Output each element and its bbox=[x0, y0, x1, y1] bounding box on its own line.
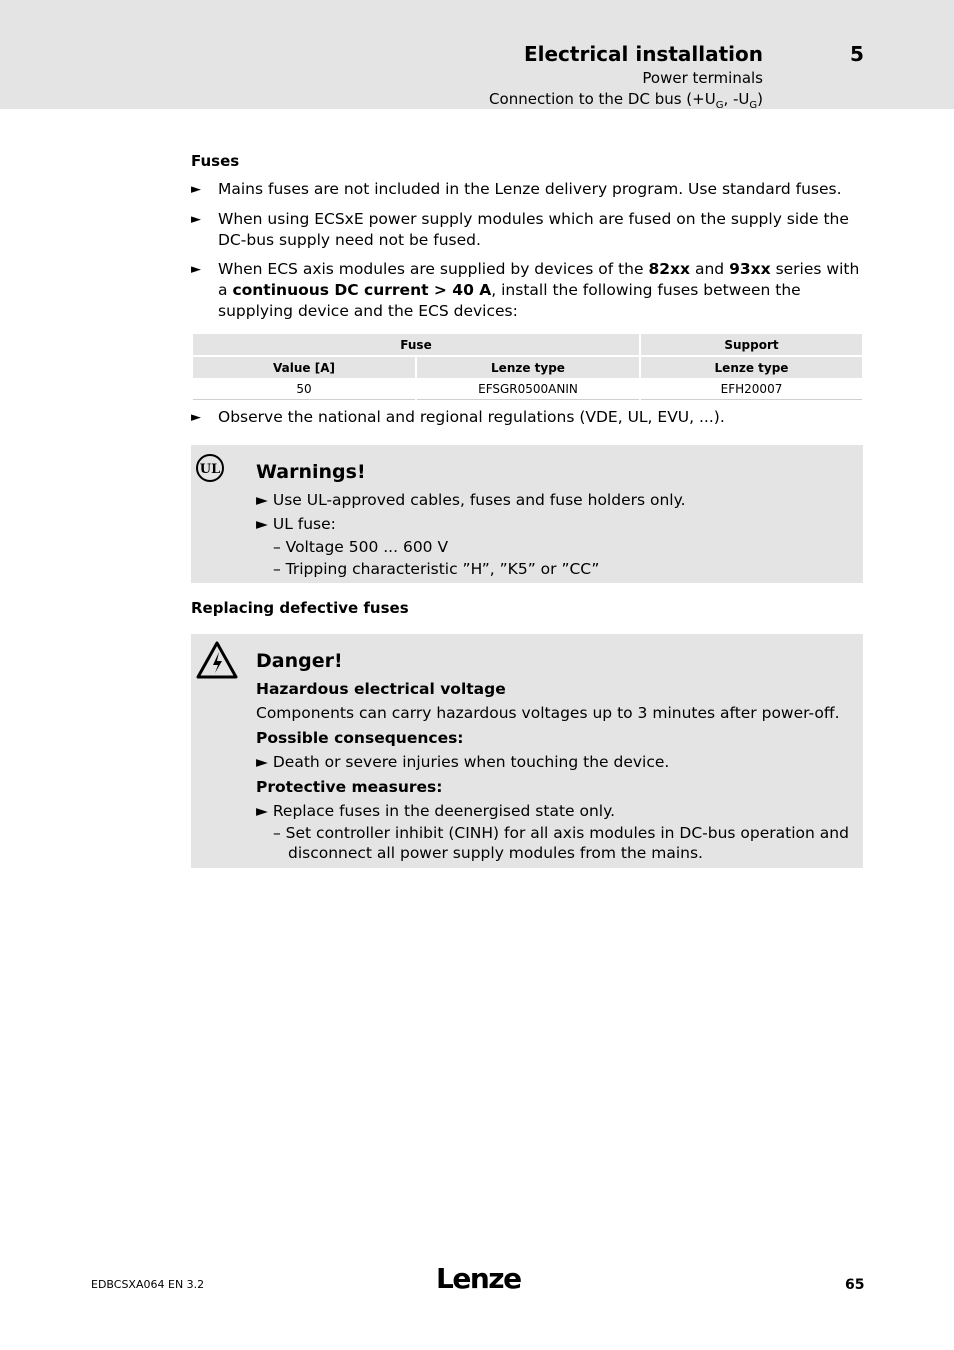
consequences-label: Possible consequences: bbox=[256, 729, 464, 747]
triangle-bullet-icon: ► bbox=[191, 212, 201, 227]
measure-item: ► Replace fuses in the deenergised state only. bbox=[256, 802, 615, 820]
high-voltage-warning-icon bbox=[195, 640, 239, 684]
table-column-header: Lenze type bbox=[641, 357, 862, 378]
triangle-bullet-icon: ► bbox=[191, 410, 201, 425]
page-header bbox=[0, 0, 954, 109]
triangle-bullet-icon: ► bbox=[191, 262, 201, 277]
fuse-table bbox=[191, 334, 864, 400]
section-subtitle: Power terminals bbox=[642, 69, 763, 87]
bullet-item: ► When ECS axis modules are supplied by devices of the 82xx and 93xx series with a continuous DC current > 40 A, install the following fuses between the supplying device and the ECS devices: bbox=[191, 260, 860, 320]
warning-line: – Tripping characteristic ”H”, ”K5” or ”CC” bbox=[273, 560, 600, 578]
danger-box bbox=[191, 634, 863, 868]
document-id: EDBCSXA064 EN 3.2 bbox=[91, 1278, 205, 1291]
bullet-item: ► Observe the national and regional regulations (VDE, UL, EVU, ...). bbox=[191, 408, 725, 426]
warning-box bbox=[191, 445, 863, 583]
ul-mark-icon bbox=[195, 453, 225, 487]
danger-title: Danger! bbox=[256, 650, 343, 672]
page-number: 65 bbox=[845, 1277, 865, 1293]
measure-item: – Set controller inhibit (CINH) for all axis modules in DC-bus operation and bbox=[273, 824, 849, 842]
subsection-subtitle: Connection to the DC bus ($+U_G$, $-U_G$) bbox=[489, 90, 763, 111]
table-column-header: Lenze type bbox=[417, 357, 639, 378]
bullet-item: ► Mains fuses are not included in the Lenze delivery program. Use standard fuses. bbox=[191, 180, 842, 198]
chapter-number: 5 bbox=[850, 42, 864, 66]
triangle-bullet-icon: ► bbox=[191, 182, 201, 197]
warning-line: ► Use UL-approved cables, fuses and fuse holders only. bbox=[256, 491, 686, 509]
lenze-logo: Lenze bbox=[436, 1262, 521, 1295]
svg-text:UL: UL bbox=[199, 462, 221, 477]
measures-label: Protective measures: bbox=[256, 778, 443, 796]
table-column-header: Value [A] bbox=[193, 357, 415, 378]
table-cell: EFH20007 bbox=[641, 378, 862, 400]
fuses-heading: Fuses bbox=[191, 152, 240, 170]
warning-line: ► UL fuse: bbox=[256, 515, 336, 533]
table-group-header: Support bbox=[641, 334, 862, 357]
warning-line: – Voltage 500 ... 600 V bbox=[273, 538, 449, 556]
measure-item-continued: disconnect all power supply modules from the mains. bbox=[288, 844, 703, 862]
warning-title: Warnings! bbox=[256, 461, 366, 483]
table-cell: EFSGR0500ANIN bbox=[417, 378, 639, 400]
replacing-heading: Replacing defective fuses bbox=[191, 599, 409, 617]
bullet-item: ► When using ECSxE power supply modules which are fused on the supply side the DC-bus supply need not be fused. bbox=[191, 210, 849, 249]
danger-subtitle: Hazardous electrical voltage bbox=[256, 680, 506, 698]
table-group-header: Fuse bbox=[193, 334, 639, 357]
chapter-title: Electrical installation bbox=[523, 42, 763, 66]
table-cell: 50 bbox=[193, 378, 415, 400]
table-row bbox=[193, 378, 862, 400]
danger-description: Components can carry hazardous voltages up to 3 minutes after power-off. bbox=[256, 704, 840, 722]
consequence-item: ► Death or severe injuries when touching the device. bbox=[256, 753, 670, 771]
